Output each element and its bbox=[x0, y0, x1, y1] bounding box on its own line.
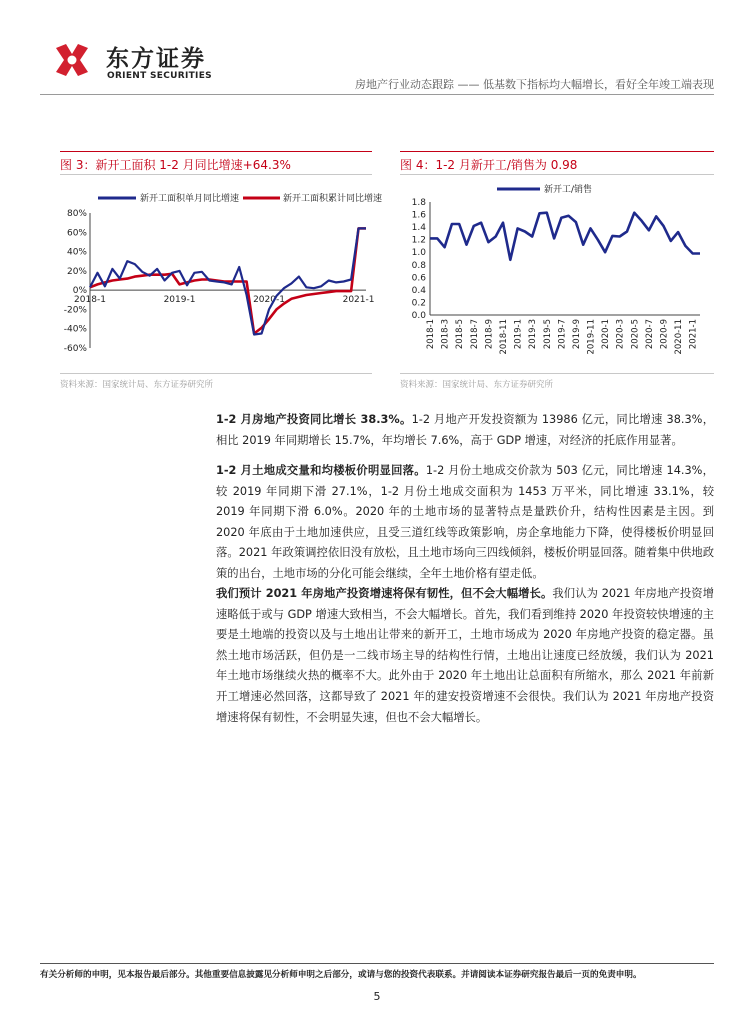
figure-4-top-rule bbox=[400, 151, 714, 152]
footer-divider bbox=[40, 963, 714, 964]
x-tick-label: 2020-9 bbox=[659, 319, 670, 350]
company-logo-icon bbox=[52, 40, 92, 80]
x-tick-label: 2018-9 bbox=[484, 319, 495, 350]
figure-3-caption: 图 3：新开工面积 1-2 月同比增速+64.3% bbox=[60, 158, 291, 172]
paragraph-land bbox=[216, 461, 714, 585]
paragraph-investment bbox=[216, 410, 714, 451]
y-tick-label: 0% bbox=[72, 286, 87, 297]
x-tick-label: 2019-1 bbox=[513, 319, 524, 350]
x-tick-label: 2020-1 bbox=[601, 319, 612, 350]
paragraph-land-text: 1-2 月份土地成交价款为 503 亿元，同比增速 14.3%，较 2019 年同期下滑 27.1%，1-2 月份土地成交面积为 1453 万平米，同比增速 33.1%，较 2019 年同期下滑 6.0%。2020 年的土地市场的显著特点是量跌价升，结构性因素是主因。到 2020 年底由于土地加速供应，且受三道红线等政策影响，房企拿地能力下降，使得楼板价明显回落。2021 年政策调控依旧没有放松，且土地市场向三四线倾斜，楼板价明显回落。随着集中供地政策的出台，土地市场的分化可能会继续，全年土地价格有望走低。 bbox=[216, 464, 714, 580]
legend-label-monthly: 新开工面积单月同比增速 bbox=[140, 194, 240, 204]
paragraph-outlook-text: 我们认为 2021 年房地产投资增速略低于或与 GDP 增速大致相当，不会大幅增长。首先，我们看到维持 2020 年投资较快增速的主要是土地端的投资以及与土地出让带来的新开工，土地市场成为 2020 年房地产投资的稳定器。虽然土地市场活跃，但仍是一二线市场主导的结构性行情，土地出让速度已经放缓，我们认为 2021 年土地市场继续火热的概率不大。此外由于 2020 年土地出让总面积有所缩水，那么 2021 年前新开工增速必然回落，这都导致了 2021 年的建安投资增速不会很快。我们认为 2021 年房地产投资增速将保有韧性，不会明显失速，但也不会大幅增长。 bbox=[216, 587, 715, 724]
x-tick-label: 2019-3 bbox=[528, 319, 539, 350]
brand-name: 东方证券 bbox=[106, 46, 206, 72]
y-tick-label: -40% bbox=[63, 324, 87, 335]
x-tick-label: 2018-7 bbox=[469, 319, 480, 350]
y-tick-label: 1.0 bbox=[411, 248, 426, 259]
x-tick-label: 2019-5 bbox=[542, 319, 553, 350]
figure-3-caption-rule bbox=[60, 174, 372, 175]
x-tick-label: 2019-11 bbox=[586, 319, 597, 355]
figure-3-source: 资料来源：国家统计局、东方证券研究所 bbox=[60, 380, 214, 390]
x-tick-label: 2020-5 bbox=[630, 319, 641, 350]
y-tick-label: 0.2 bbox=[411, 298, 426, 309]
figure-4-caption-rule bbox=[400, 174, 714, 175]
paragraph-investment-text: 1-2 月地产开发投资额为 13986 亿元，同比增速 38.3%，相比 2019 年同期增长 15.7%，年均增长 7.6%，高于 GDP 增速，对经济的托底作用显著。 bbox=[216, 413, 714, 447]
x-tick-label: 2018-11 bbox=[498, 319, 509, 355]
series-line-cumulative bbox=[90, 228, 366, 333]
y-tick-label: -60% bbox=[63, 344, 87, 354]
figure-3-chart bbox=[60, 178, 383, 366]
x-tick-label: 2018-5 bbox=[455, 319, 466, 350]
paragraph-outlook bbox=[216, 584, 714, 728]
y-tick-label: 1.6 bbox=[411, 210, 426, 221]
y-tick-label: 1.4 bbox=[411, 223, 426, 234]
figure-4-caption: 图 4：1-2 月新开工/销售为 0.98 bbox=[400, 158, 578, 172]
y-tick-label: 0.4 bbox=[411, 285, 426, 296]
paragraph-outlook-lead: 我们预计 2021 年房地产投资增速将保有韧性，但不会大幅增长。 bbox=[216, 587, 553, 600]
y-tick-label: 20% bbox=[66, 266, 87, 277]
header-divider bbox=[40, 94, 714, 95]
y-tick-label: 0.8 bbox=[411, 260, 426, 271]
x-tick-label: 2018-3 bbox=[440, 319, 451, 350]
y-tick-label: 80% bbox=[66, 209, 87, 219]
x-tick-label: 2019-7 bbox=[557, 319, 568, 350]
y-tick-label: 0.6 bbox=[411, 273, 426, 284]
figure-3-top-rule bbox=[60, 151, 372, 152]
figure-4-chart bbox=[400, 178, 714, 370]
y-tick-label: 0.0 bbox=[411, 311, 426, 321]
x-tick-label: 2018-1 bbox=[426, 319, 436, 350]
figure-4-bottom-rule bbox=[400, 373, 714, 374]
x-tick-label: 2020-3 bbox=[615, 319, 626, 350]
footer-disclaimer: 有关分析师的申明，见本报告最后部分。其他重要信息披露见分析师申明之后部分，或请与您的投资代表联系。并请阅读本证券研究报告最后一页的免责申明。 bbox=[40, 970, 642, 980]
brand-name-english: ORIENT SECURITIES bbox=[107, 71, 212, 81]
legend-label-ratio: 新开工/销售 bbox=[544, 185, 593, 195]
y-tick-label: -20% bbox=[63, 305, 87, 316]
paragraph-investment-lead: 1-2 月房地产投资同比增长 38.3%。 bbox=[216, 413, 412, 426]
y-tick-label: 40% bbox=[66, 247, 87, 258]
x-tick-label: 2021-1 bbox=[342, 295, 375, 306]
y-tick-label: 1.8 bbox=[411, 198, 426, 208]
legend-label-cumulative: 新开工面积累计同比增速 bbox=[283, 194, 383, 204]
x-tick-label: 2019-9 bbox=[571, 319, 582, 350]
figure-4-source: 资料来源：国家统计局、东方证券研究所 bbox=[400, 380, 554, 390]
page-number: 5 bbox=[373, 990, 381, 1003]
x-tick-label: 2020-7 bbox=[644, 319, 655, 350]
figure-3-bottom-rule bbox=[60, 373, 372, 374]
x-tick-label: 2021-1 bbox=[688, 319, 699, 350]
x-tick-label: 2018-1 bbox=[74, 295, 106, 306]
x-tick-label: 2020-1 bbox=[253, 295, 285, 306]
x-tick-label: 2020-11 bbox=[674, 319, 685, 355]
y-tick-label: 60% bbox=[66, 228, 87, 239]
y-tick-label: 1.2 bbox=[411, 235, 426, 246]
paragraph-land-lead: 1-2 月土地成交量和均楼板价明显回落。 bbox=[216, 464, 426, 477]
series-line-ratio bbox=[430, 213, 700, 260]
x-tick-label: 2019-1 bbox=[163, 295, 196, 306]
report-title: 房地产行业动态跟踪 —— 低基数下指标均大幅增长，看好全年竣工端表现 bbox=[355, 78, 714, 91]
